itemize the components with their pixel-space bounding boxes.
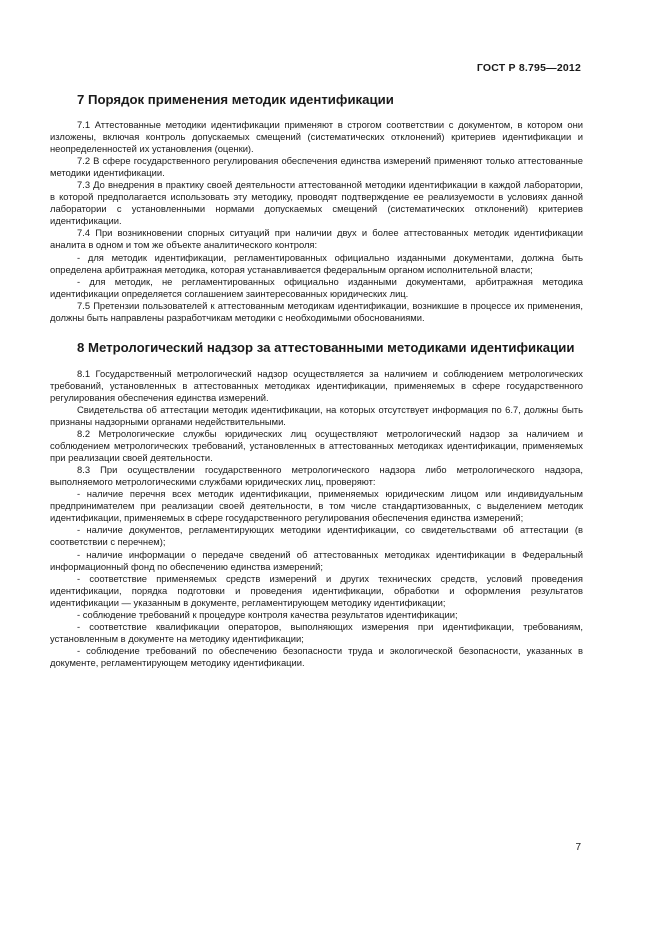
list-item: - для методик идентификации, регламентированных официально изданными документами, должна быть определена арбитражная методика, которая устанавливается федеральным органом исполнительной власти; — [50, 251, 583, 275]
section-7-title: 7 Порядок применения методик идентификации — [77, 92, 394, 107]
list-item: - соответствие применяемых средств измерений и других технических средств, условий проведения идентификации, порядка подготовки и проведения идентификации, обработки и оформления результатов идентификации — указанным в документе, регламентирующем методику идентификации; — [50, 572, 583, 608]
document-code: ГОСТ Р 8.795—2012 — [476, 62, 581, 74]
paragraph-8-1: 8.1 Государственный метрологический надзор осуществляется за наличием и соблюдением метрологических требований, установленных в аттестованных методиках идентификации, применяемых в сфере государственного регулирования обеспечения единства измерений. — [50, 367, 583, 403]
section-8-title: 8 Метрологический надзор за аттестованными методиками идентификации — [77, 339, 575, 355]
list-item: - наличие перечня всех методик идентификации, применяемых юридическим лицом или индивидуальным предпринимателем при реализации своей деятельности, в том числе стандартизованных, с выделением методик идентификации, применяемых в сфере государственного регулирования обеспечения единства измерений; — [50, 488, 583, 524]
section-7 — [50, 92, 583, 324]
list-item: - для методик, не регламентированных официально изданными документами, арбитражная методика идентификации определяется соглашением заинтересованных юридических лиц. — [50, 275, 583, 299]
paragraph-7-3: 7.3 До внедрения в практику своей деятельности аттестованной методики идентификации в каждой лаборатории, в которой предполагается использовать эту методику, проводят подтверждение ее реализуемости в условиях данной лаборатории с установленными нормами допускаемых смещений (систематических отклонений) критериев идентификации. — [50, 179, 583, 227]
list-item: - соответствие квалификации операторов, выполняющих измерения при идентификации, требованиям, установленным в документе на методику идентификации; — [50, 620, 583, 644]
list-item: - соблюдение требований к процедуре контроля качества результатов идентификации; — [77, 608, 458, 620]
paragraph-7-1: 7.1 Аттестованные методики идентификации применяют в строгом соответствии с документом, в котором они изложены, включая контроль допускаемых смещений (систематических отклонений) критериев идентификации и неопределенностей их установления (оценки). — [50, 119, 583, 155]
page-number: 7 — [575, 842, 581, 853]
document-body — [50, 92, 583, 669]
paragraph-7-2: 7.2 В сфере государственного регулирования обеспечения единства измерений применяют только аттестованные методики идентификации. — [50, 155, 583, 179]
paragraph-7-5: 7.5 Претензии пользователей к аттестованным методикам идентификации, возникшие в процессе их применения, должны быть направлены разработчикам методики с необходимыми обоснованиями. — [50, 299, 583, 323]
list-item: - наличие информации о передаче сведений об аттестованных методиках идентификации в Федеральный информационный фонд по обеспечению единства измерений; — [50, 548, 583, 572]
paragraph-8-3: 8.3 При осуществлении государственного метрологического надзора либо метрологического надзора, выполняемого метрологическими службами юридических лиц, проверяют: — [50, 464, 583, 488]
paragraph-8-1-note: Свидетельства об аттестации методик идентификации, на которых отсутствует информация по 6.7, должны быть признаны надзорными органами недействительными. — [50, 403, 583, 427]
paragraph-8-2: 8.2 Метрологические службы юридических лиц осуществляют метрологический надзор за наличием и соблюдением метрологических требований, установленных в аттестованных методиках идентификации, применяемых при реализации своей деятельности. — [50, 428, 583, 464]
list-item: - соблюдение требований по обеспечению безопасности труда и экологической безопасности, указанных в документе, регламентирующем методику идентификации. — [50, 644, 583, 668]
list-item: - наличие документов, регламентирующих методики идентификации, со свидетельствами об аттестации (в соответствии с перечнем); — [50, 524, 583, 548]
paragraph-7-4: 7.4 При возникновении спорных ситуаций при наличии двух и более аттестованных методик идентификации аналита в одном и том же объекте аналитического контроля: — [50, 227, 583, 251]
section-8 — [50, 340, 583, 669]
